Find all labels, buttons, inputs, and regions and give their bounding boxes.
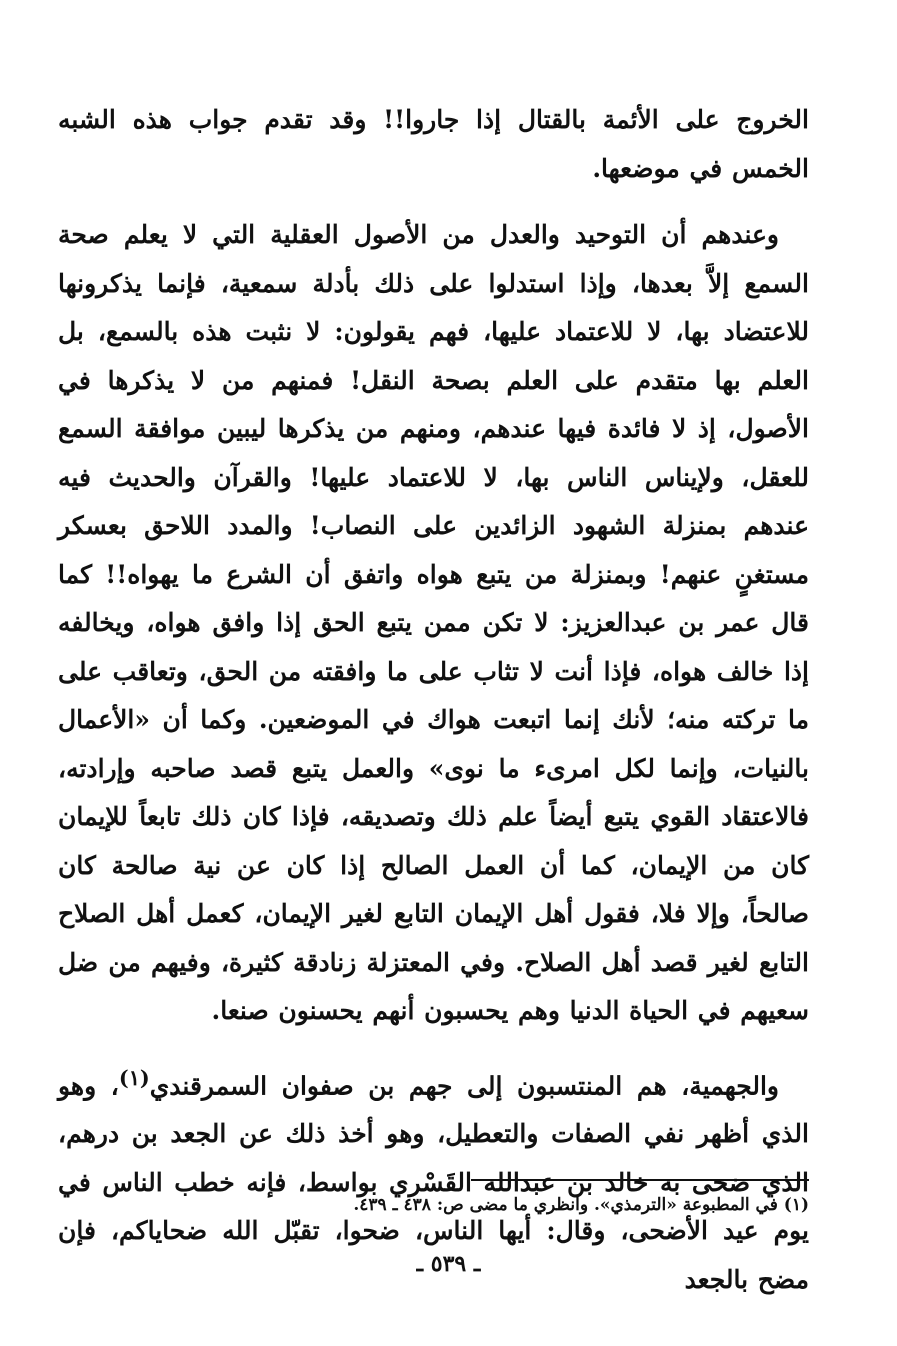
footnote-separator <box>471 1179 809 1181</box>
page-number: ـ ٥٣٩ ـ <box>416 1251 481 1277</box>
paragraph-3-text-start: والجهمية، هم المنتسبون إلى جهم بن صفوان السمرقندي <box>149 1070 779 1100</box>
paragraph-3-text-end: ، وهو الذي أظهر نفي الصفات والتعطيل، وهو أخذ ذلك عن الجعد بن درهم، الذي ضحى به خالد بن عبدالله القَسْري بواسط، فإنه خطب الناس في يوم عيد الأضحى، وقال: أيها الناس، ضحوا، تقبّل الله ضحاياكم، فإن مضح بالجعد <box>58 1070 809 1294</box>
page-body <box>58 96 809 1322</box>
footnote-reference: (١) <box>118 1064 150 1090</box>
paragraph-2: وعندهم أن التوحيد والعدل من الأصول العقلية التي لا يعلم صحة السمع إلاَّ بعدها، وإذا استدلوا على ذلك بأدلة سمعية، فإنما يذكرونها للاعتضاد بها، لا للاعتماد عليها، فهم يقولون: لا نثبت هذه بالسمع، بل العلم بها متقدم على العلم بصحة النقل! فمنهم من لا يذكرها في الأصول، إذ لا فائدة فيها عندهم، ومنهم من يذكرها ليبين موافقة السمع للعقل، ولإيناس الناس بها، لا للاعتماد عليها! والقرآن والحديث فيه عندهم بمنزلة الشهود الزائدين على النصاب! والمدد اللاحق بعسكر مستغنٍ عنهم! وبمنزلة من يتبع هواه واتفق أن الشرع ما يهواه!! كما قال عمر بن عبدالعزيز: لا تكن ممن يتبع الحق إذا وافق هواه، ويخالفه إذا خالف هواه، فإذا أنت لا تثاب على ما وافقته من الحق، وتعاقب على ما تركته منه؛ لأنك إنما اتبعت هواك في الموضعين. وكما أن «الأعمال بالنيات، وإنما لكل امرىء ما نوى» والعمل يتبع قصد صاحبه وإرادته، فالاعتقاد القوي يتبع أيضاً علم ذلك وتصديقه، فإذا كان ذلك تابعاً للإيمان كان من الإيمان، كما أن العمل الصالح إذا كان عن نية صالحة كان صالحاً، وإلا فلا، فقول أهل الإيمان التابع لغير الإيمان، كعمل أهل الصلاح التابع لغير قصد أهل الصلاح. وفي المعتزلة زنادقة كثيرة، وفيهم من ضل سعيهم في الحياة الدنيا وهم يحسبون أنهم يحسنون صنعا. <box>58 220 809 1025</box>
paragraph-1: الخروج على الأئمة بالقتال إذا جاروا!! وقد تقدم جواب هذه الشبه الخمس في موضعها. <box>58 105 809 183</box>
footnote: (١) في المطبوعة «الترمذي». وانظري ما مضى ص: ٤٣٨ ـ ٤٣٩. <box>353 1195 809 1215</box>
